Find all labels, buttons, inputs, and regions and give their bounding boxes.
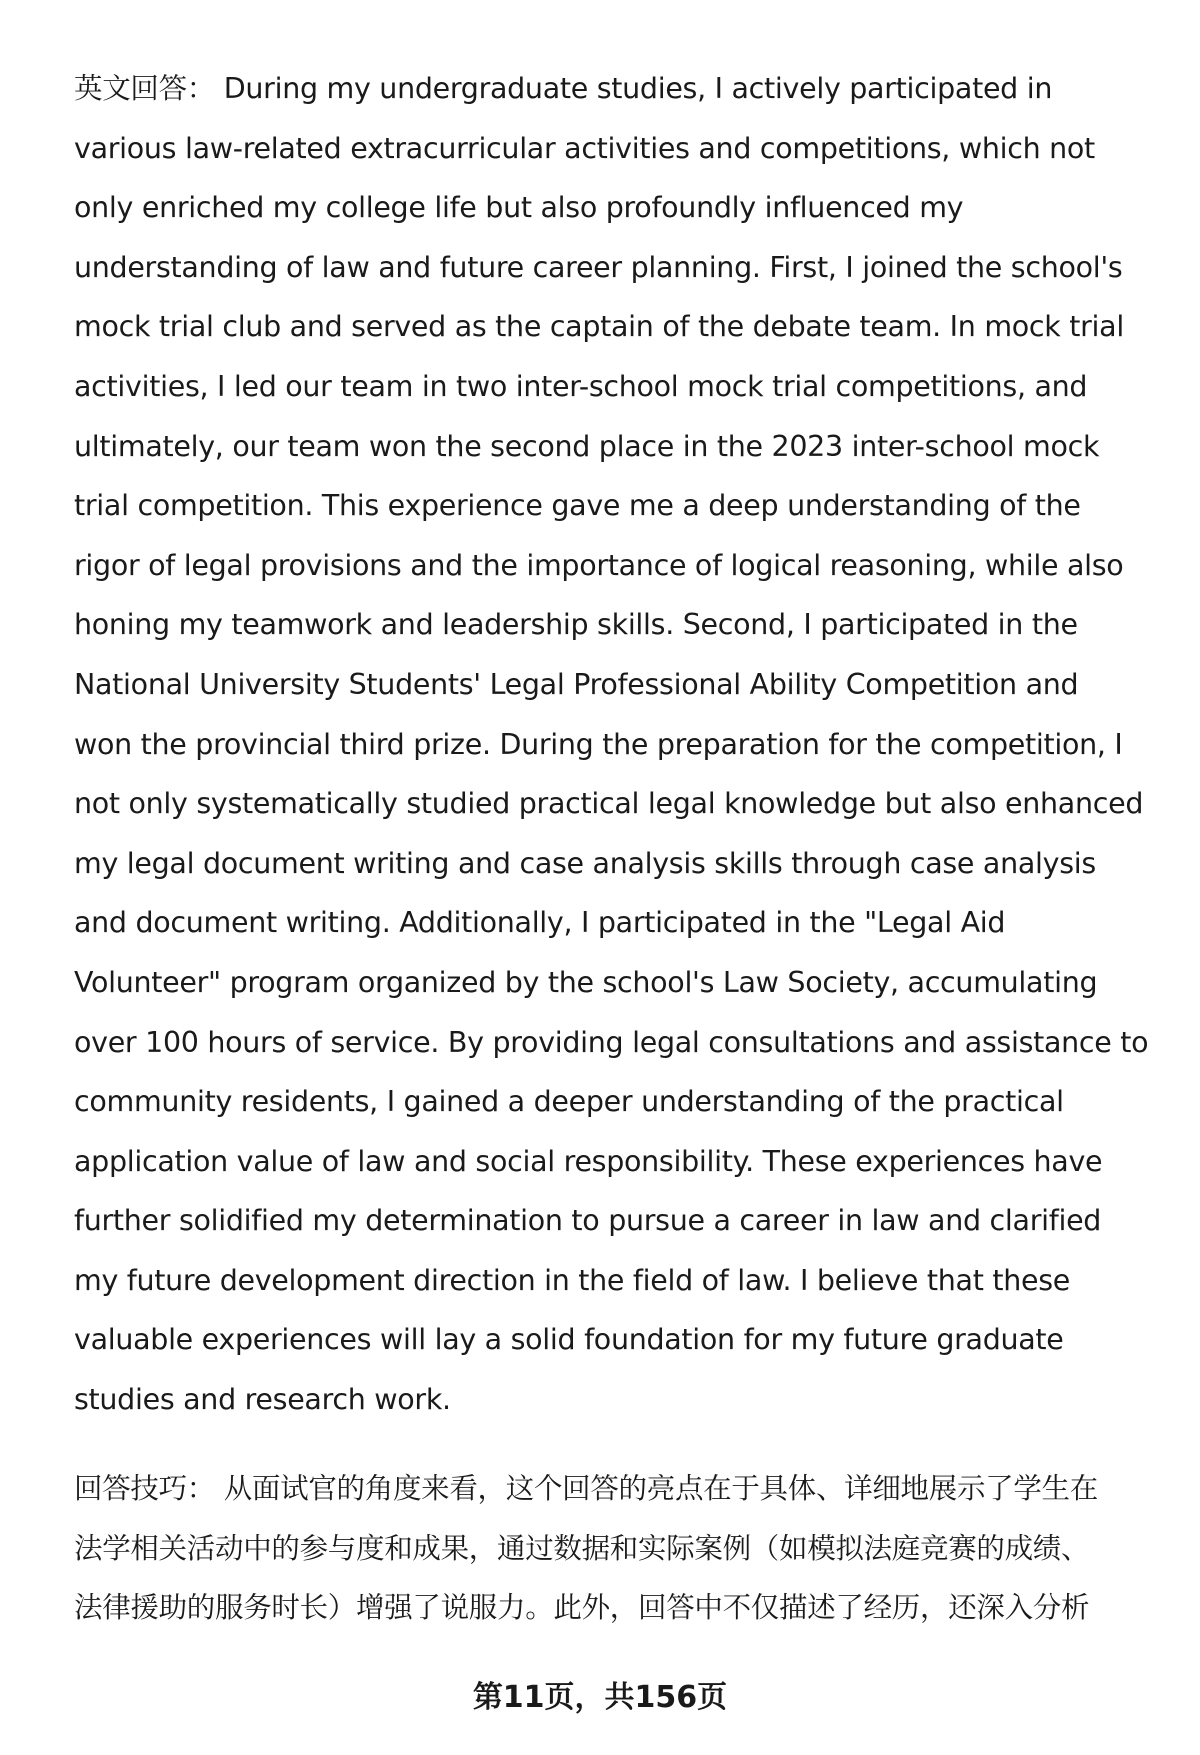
text-line: further solidified my determination to pursue a career in law and clarified (74, 1204, 1102, 1238)
text-line: valuable experiences will lay a solid foundation for my future graduate (74, 1323, 1064, 1357)
text-line: 法学相关活动中的参与度和成果，通过数据和实际案例（如模拟法庭竞赛的成绩、 (74, 1531, 1090, 1565)
text-line: rigor of legal provisions and the importance of logical reasoning, while also (74, 548, 1124, 582)
text-line: 法律援助的服务时长）增强了说服力。此外，回答中不仅描述了经历，还深入分析 (74, 1591, 1090, 1625)
text-line: my legal document writing and case analysis skills through case analysis (74, 846, 1096, 880)
answer-tips-paragraph (74, 1459, 1170, 1638)
english-answer-paragraph (74, 59, 1170, 1430)
text-line: not only systematically studied practical legal knowledge but also enhanced (74, 787, 1144, 821)
text-line: only enriched my college life but also profoundly influenced my (74, 191, 964, 225)
text-line: 英文回答： During my undergraduate studies, I actively participated in (74, 72, 1053, 105)
text-line: understanding of law and future career planning. First, I joined the school's (74, 250, 1123, 284)
text-line: 回答技巧： 从面试官的角度来看，这个回答的亮点在于具体、详细地展示了学生在 (74, 1472, 1098, 1505)
text-line: mock trial club and served as the captain of the debate team. In mock trial (74, 310, 1124, 344)
text-line: application value of law and social responsibility. These experiences have (74, 1144, 1103, 1178)
text-line: National University Students' Legal Professional Ability Competition and (74, 667, 1079, 701)
text-line: and document writing. Additionally, I participated in the "Legal Aid (74, 906, 1006, 940)
text-line: community residents, I gained a deeper understanding of the practical (74, 1085, 1064, 1119)
text-line: trial competition. This experience gave me a deep understanding of the (74, 489, 1081, 523)
text-line: activities, I led our team in two inter-school mock trial competitions, and (74, 369, 1088, 403)
text-line: various law-related extracurricular activities and competitions, which not (74, 131, 1095, 165)
text-line: won the provincial third prize. During the preparation for the competition, I (74, 727, 1123, 761)
page-number: 第11页，共156页 (472, 1680, 728, 1715)
text-line: ultimately, our team won the second place in the 2023 inter-school mock (74, 429, 1100, 463)
text-line: over 100 hours of service. By providing legal consultations and assistance to (74, 1025, 1149, 1059)
text-line: my future development direction in the field of law. I believe that these (74, 1263, 1070, 1297)
text-line: Volunteer" program organized by the school's Law Society, accumulating (74, 965, 1098, 999)
text-line: honing my teamwork and leadership skills. Second, I participated in the (74, 608, 1078, 642)
text-line: studies and research work. (74, 1383, 451, 1417)
